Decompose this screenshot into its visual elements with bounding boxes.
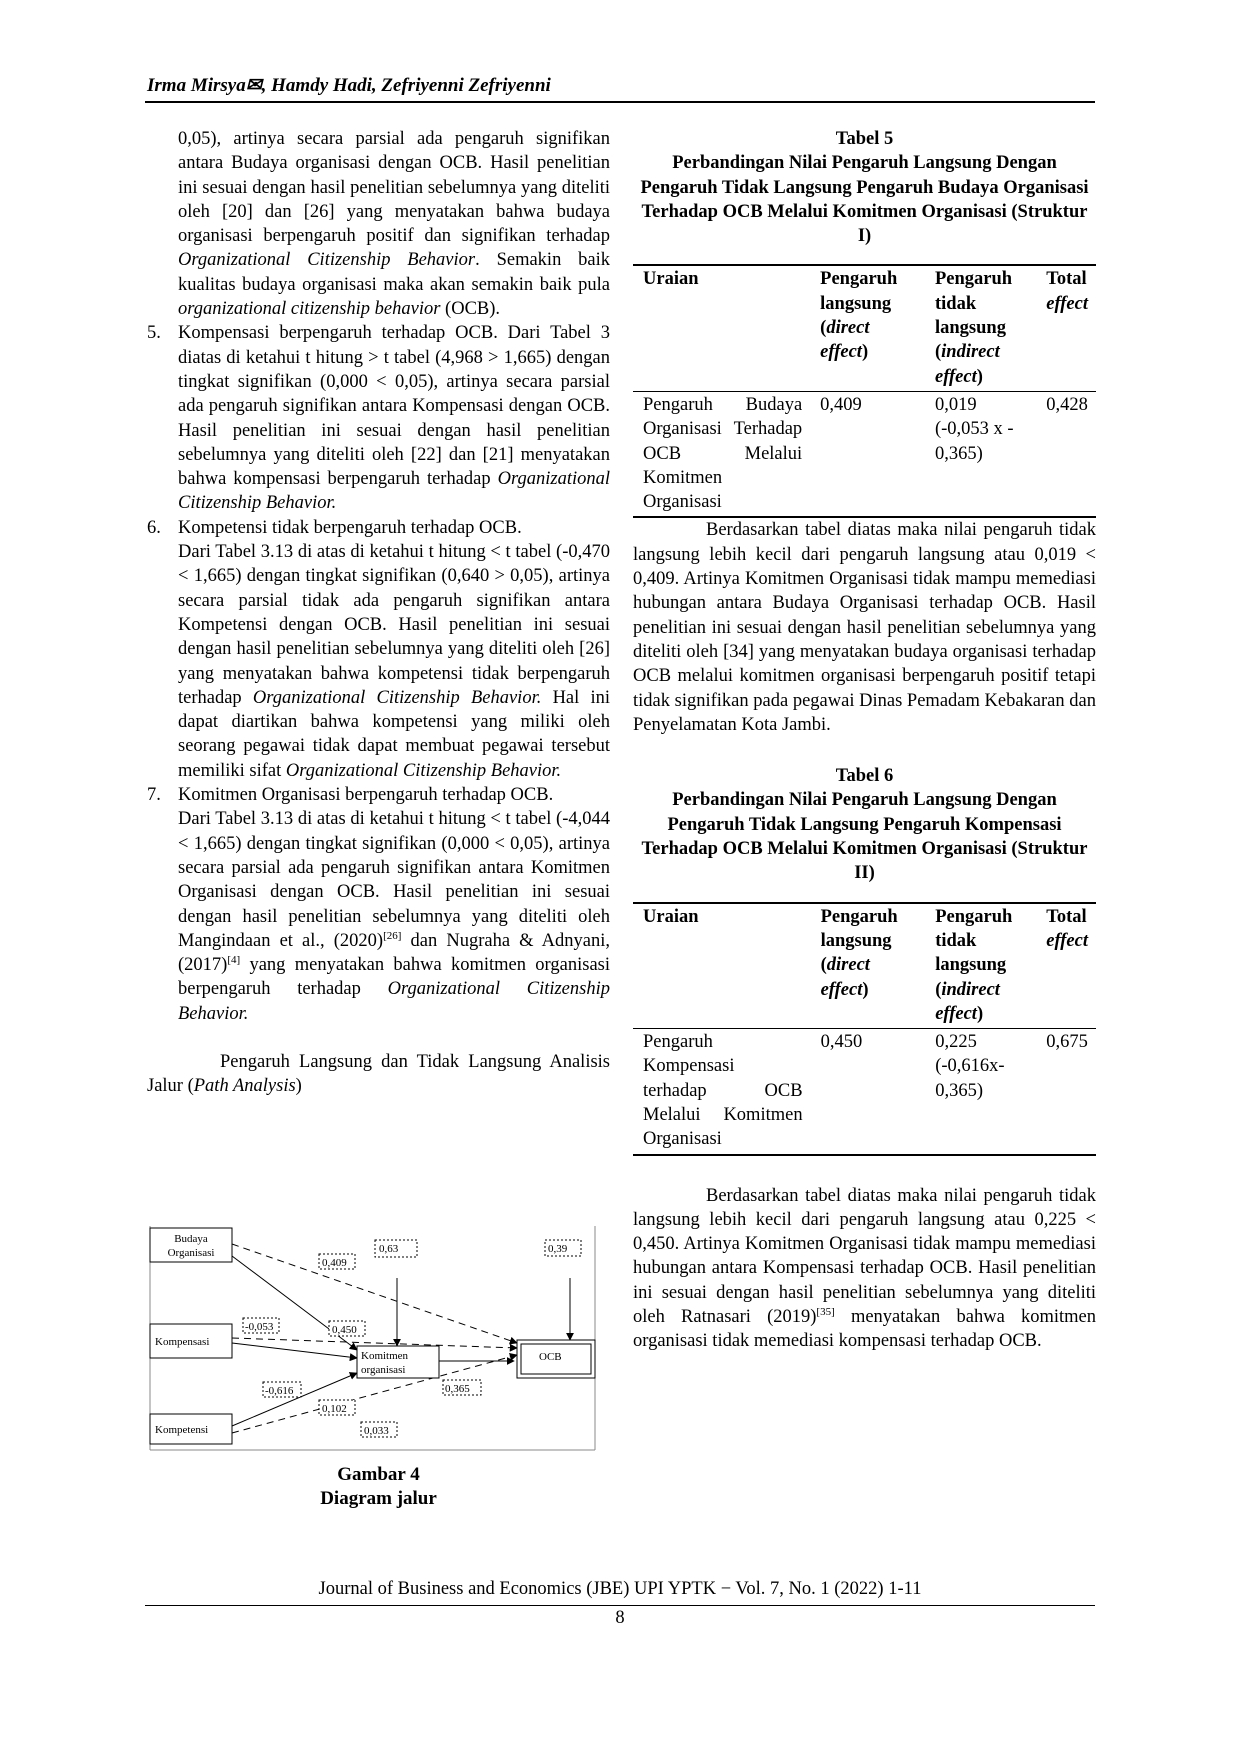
coef-kompetensi-ocb: 0,033 (364, 1425, 389, 1437)
table-5 (633, 264, 1096, 518)
item-7-head (147, 783, 610, 807)
path-heading-text: Pengaruh Langsung dan Tidak Langsung Analisis Jalur ( (147, 1051, 610, 1097)
header-rule (145, 101, 1095, 103)
paragraph-table-5-discussion: Berdasarkan tabel diatas maka nilai pengaruh tidak langsung lebih kecil dari pengaruh langsung atau 0,019 < 0,409. Artinya Komitmen Organisasi tidak mampu memediasi hubungan antara Budaya Organisasi terhadap OCB. Hasil penelitian ini sesuai dengan hasil penelitian sebelumnya yang diteliti oleh [34] yang menyatakan budaya organisasi terhadap OCB melalui komitmen organisasi berpengaruh positif tetapi tidak signifikan pada pegawai Dinas Pemadam Kebakaran dan Penyelamatan Kota Jambi. (633, 520, 1096, 735)
coef-kompetensi-komitmen: 0,102 (322, 1403, 347, 1415)
header-italic: effect (1046, 293, 1088, 314)
paragraph-table-6-discussion (633, 1184, 1096, 1354)
item-4-text-a: 0,05), artinya secara parsial ada pengaruh signifikan antara Budaya organisasi dengan OCB. Hasil penelitian ini sesuai dengan hasil penelitian sebelumnya yang diteliti oleh [20] dan [26] yang menyatakan bahwa budaya organisasi berpengaruh positif dan signifikan terhadap (178, 129, 610, 247)
item-5-number: 5. (147, 323, 161, 344)
table-6-cell-direct: 0,450 (820, 1032, 863, 1053)
paragraph-text-a: Berdasarkan tabel diatas maka nilai pengaruh tidak langsung lebih kecil dari pengaruh langsung atau 0,225 < 0,450. Artinya Komitmen Organisasi tidak mampu memediasi hubungan antara Kompensasi terhadap OCB. Hasil penelitian ini sesuai dengan hasil penelitian sebelumnya yang diteliti oleh Ratnasari (2019) (633, 1185, 1096, 1328)
item-6-text-a: Dari Tabel 3.13 di atas di ketahui t hitung < t tabel (-0,470 < 1,665) dengan tingkat signifikan (0,640 > 0,05), artinya secara parsial tidak ada pengaruh signifikan antara Kompetensi dengan OCB. Hasil penelitian ini sesuai dengan hasil penelitian sebelumnya yang diteliti oleh [26] yang menyatakan bahwa kompetensi tidak berpengaruh terhadap (178, 542, 610, 708)
citation-superscript: [4] (227, 953, 241, 966)
item-5-text: Kompensasi berpengaruh terhadap OCB. Dari Tabel 3 diatas di ketahui t hitung > t tabel (4,968 > 1,665) dengan tingkat signifikan (0,000 < 0,05), artinya secara parsial ada pengaruh signifikan antara Kompensasi dengan OCB. Hasil penelitian ini sesuai dengan hasil penelitian sebelumnya yang diteliti oleh [22] dan [21] menyatakan bahwa kompensasi berpengaruh terhadap (178, 323, 610, 490)
item-4-text-c: (OCB). (440, 299, 501, 320)
header-text: Total (1046, 269, 1087, 290)
header-italic: indirect effect (935, 979, 1000, 1024)
table-5-cell-total: 0,428 (1046, 394, 1088, 415)
header-text: Pengaruh langsung ( (820, 269, 898, 339)
table-row (633, 391, 1096, 517)
citation-superscript: [26] (383, 929, 402, 942)
table-6-header-total (1036, 903, 1096, 1029)
coef-budaya-komitmen: -0,053 (245, 1321, 274, 1333)
coef-error-ocb: 0,39 (548, 1243, 568, 1255)
table-5-cell-uraian: Pengaruh Budaya Organisasi Terhadap OCB Melalui Komitmen Organisasi (643, 394, 803, 513)
node-budaya-label-1: Budaya (174, 1233, 208, 1245)
item-6-text-b: Hal ini dapat diartikan bahwa kompetensi yang miliki oleh seorang pegawai tidak dapat membuat pegawai tersebut memiliki sifat (178, 687, 611, 781)
item-7-body (147, 807, 610, 1026)
header-italic: effect (1046, 930, 1088, 951)
table-5-header-row (633, 265, 1096, 391)
item-5-italic: Organizational Citizenship Behavior. (178, 469, 611, 514)
table-6-header-row (633, 903, 1096, 1029)
page-number: 8 (615, 1608, 625, 1628)
path-kompetensi-komitmen (232, 1373, 357, 1426)
header-text: Pengaruh langsung ( (820, 906, 898, 976)
coef-kompensasi-ocb: -0,616 (265, 1385, 294, 1397)
path-diagram (147, 1218, 610, 1458)
path-heading-italic: Path Analysis (193, 1076, 296, 1097)
item-7-text-b: dan Nugraha & Adnyani, (2017) (178, 930, 610, 976)
node-budaya-label-2: Organisasi (167, 1247, 215, 1259)
path-heading-close: ) (295, 1076, 302, 1097)
table-5-cell-direct: 0,409 (820, 394, 862, 415)
footer-journal-title: Journal of Business and Economics (JBE) UPI YPTK − Vol. 7, No. 1 (2022) 1-11 (318, 1579, 922, 1599)
item-6-italic-1: Organizational Citizenship Behavior. (252, 687, 542, 708)
path-kompensasi-komitmen (232, 1343, 357, 1358)
coef-komitmen-ocb: 0,365 (445, 1383, 470, 1395)
item-7-heading: Komitmen Organisasi berpengaruh terhadap OCB. (178, 785, 554, 806)
right-column (633, 127, 1096, 1354)
item-6-heading: Kompetensi tidak berpengaruh terhadap OCB. (178, 517, 522, 538)
item-6-body (147, 540, 610, 783)
item-7-number: 7. (147, 785, 161, 806)
table-6-cell-uraian: Pengaruh Kompensasi terhadap OCB Melalui Komitmen Organisasi (643, 1032, 803, 1150)
table-6-title: Tabel 6 (835, 766, 894, 787)
table-6-cell-indirect: 0,225 (-0,616x- 0,365) (935, 1032, 1005, 1101)
table-5-subtitle: Perbandingan Nilai Pengaruh Langsung Dengan Pengaruh Tidak Langsung Pengaruh Budaya Organisasi Terhadap OCB Melalui Komitmen Organisasi (Struktur I) (640, 153, 1089, 247)
header-italic: direct effect (820, 318, 870, 363)
header-text: Total (1046, 906, 1087, 927)
header-text: ) (861, 342, 869, 363)
header-text: ) (976, 1003, 984, 1024)
figure-caption-number: Gambar 4 (337, 1464, 420, 1485)
node-komitmen-label-2: organisasi (361, 1364, 406, 1376)
left-column (147, 127, 610, 1099)
table-5-header-direct (810, 265, 925, 391)
node-kompensasi-label: Kompensasi (155, 1336, 210, 1348)
item-5 (147, 321, 610, 515)
item-6-head (147, 516, 610, 540)
header-text: Pengaruh tidak langsung ( (934, 269, 1013, 363)
item-7-italic: Organizational Citizenship Behavior. (178, 979, 610, 1024)
table-6-header-indirect (925, 903, 1036, 1029)
header-italic: direct effect (820, 955, 870, 1000)
item-7-text-a: Dari Tabel 3.13 di atas di ketahui t hitung < t tabel (-4,044 < 1,665) dengan tingkat signifikan (0,000 < 0,05), artinya secara parsial ada pengaruh signifikan antara Komitmen Organisasi dengan OCB. Hasil penelitian ini sesuai dengan hasil penelitian sebelumnya yang diteliti oleh Mangindaan et al., (2020) (178, 809, 610, 951)
footer-rule (145, 1605, 1095, 1606)
item-4-italic-1: Organizational Citizenship Behavior (178, 250, 476, 271)
node-ocb-label: OCB (539, 1351, 562, 1363)
citation-superscript: [35] (816, 1305, 835, 1318)
table-6-cell-total: 0,675 (1046, 1032, 1088, 1053)
header-text: ) (862, 979, 869, 1000)
table-6-header-uraian: Uraian (643, 906, 699, 927)
item-4-continuation (147, 127, 610, 321)
table-6-header-direct (811, 903, 926, 1029)
table-5-title: Tabel 5 (835, 129, 894, 149)
table-5-header-uraian: Uraian (643, 269, 699, 290)
node-kompetensi-label: Kompetensi (155, 1424, 209, 1436)
item-6-italic-2: Organizational Citizenship Behavior. (285, 760, 562, 781)
header-text: Pengaruh tidak langsung ( (935, 906, 1013, 1000)
figure-caption (147, 1463, 610, 1511)
item-4-italic-2: organizational citizenship behavior (178, 299, 441, 320)
header-text: ) (976, 366, 983, 387)
table-6 (633, 902, 1096, 1156)
table-row (633, 1029, 1096, 1155)
table-6-subtitle: Perbandingan Nilai Pengaruh Langsung Dengan Pengaruh Tidak Langsung Pengaruh Kompensasi Terhadap OCB Melalui Komitmen Organisasi (Struktur II) (641, 790, 1088, 884)
figure-caption-title: Diagram jalur (320, 1488, 437, 1509)
paragraph-text-b: menyatakan bahwa komitmen organisasi tidak memediasi kompensasi terhadap OCB. (633, 1307, 1096, 1352)
item-7-text-c: yang menyatakan bahwa komitmen organisasi berpengaruh terhadap (178, 955, 610, 1000)
item-6-number: 6. (147, 517, 161, 538)
item-4-text-b: . Semakin baik kualitas budaya organisasi maka akan semakin baik pula (178, 250, 610, 295)
node-komitmen-label-1: Komitmen (361, 1350, 409, 1362)
coef-error-komitmen: 0,63 (379, 1243, 399, 1255)
header-italic: indirect effect (934, 342, 1000, 387)
coef-kompensasi-komitmen: 0,450 (332, 1324, 357, 1336)
table-5-header-indirect (925, 265, 1036, 391)
table-5-header-total (1036, 265, 1096, 391)
path-analysis-heading (147, 1050, 610, 1099)
coef-budaya-ocb: 0,409 (322, 1257, 347, 1269)
running-header-authors: Irma Mirsya✉, Hamdy Hadi, Zefriyenni Zefriyenni (147, 75, 551, 96)
table-5-cell-indirect: 0,019 (-0,053 x - 0,365) (934, 394, 1014, 464)
